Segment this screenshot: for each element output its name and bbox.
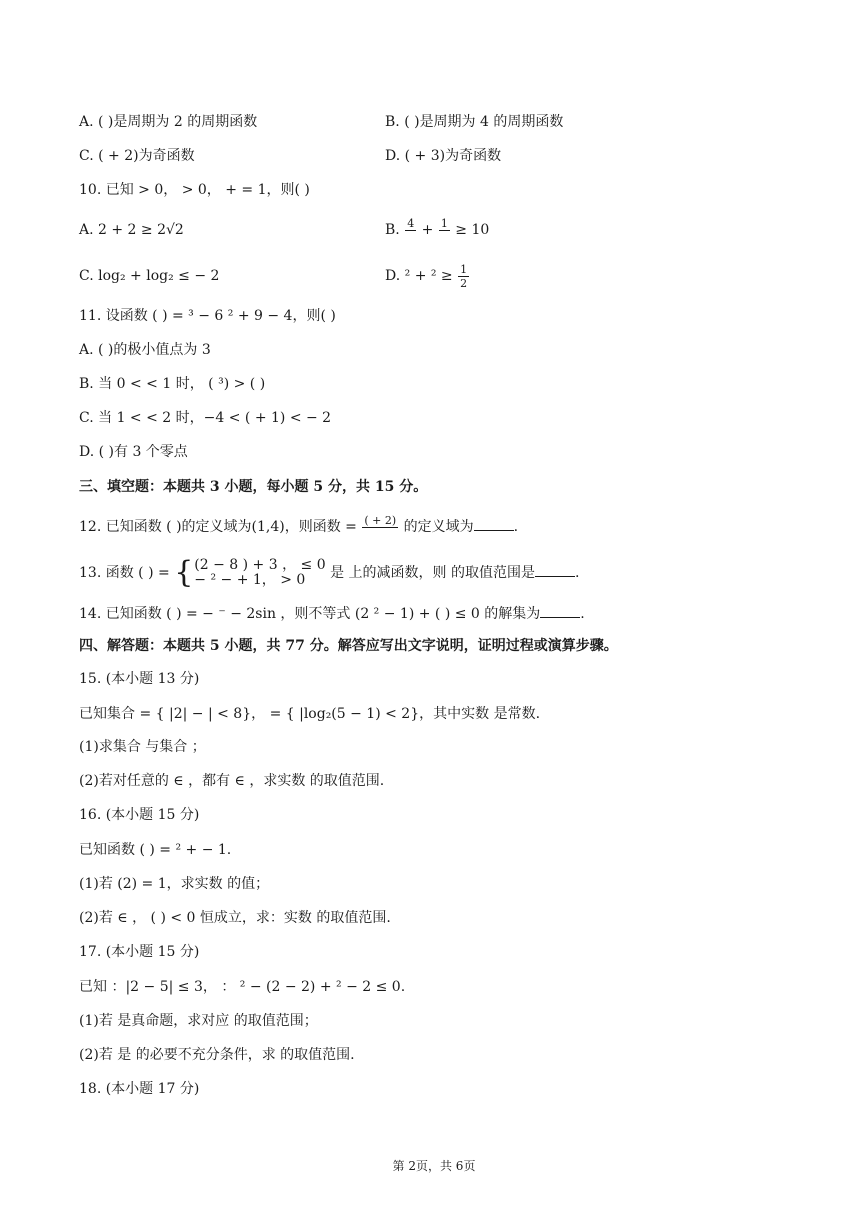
q13-end: .	[575, 565, 580, 581]
q10-option-b-suffix: ≥ 10	[455, 222, 490, 238]
q12-suffix: 的定义域为	[403, 519, 474, 535]
q17-part-1: (1)若 是真命题，求对应 的取值范围；	[79, 1013, 318, 1029]
q10-option-d	[385, 258, 470, 294]
q15-title: 15. (本小题 13 分)	[79, 671, 200, 687]
q14-prefix: 14. 已知函数 ( ) = − ⁻ − 2sin ，则不等式 (2 ² − 1) + ( ) ≤ 0 的解集为	[79, 606, 541, 622]
q13-piecewise	[194, 558, 325, 588]
q17-part-2: (2)若 是 的必要不充分条件，求 的取值范围.	[79, 1047, 355, 1063]
q12-answer-blank	[474, 516, 514, 531]
q13-case-2: − ² − + 1， > 0	[194, 572, 306, 588]
q10-option-d-prefix: D. ² + ² ≥	[385, 268, 453, 284]
q10-option-a: A. 2 + 2 ≥ 2√2	[79, 222, 184, 238]
q10-stem: 10. 已知 > 0， > 0， + = 1，则( )	[79, 182, 310, 198]
q10-option-b-plus: +	[421, 222, 434, 238]
q9-option-c: C. ( + 2)为奇函数	[79, 148, 195, 164]
q11-option-a: A. ( )的极小值点为 3	[79, 342, 211, 358]
q9-option-d: D. ( + 3)为奇函数	[385, 148, 502, 164]
q9-option-b: B. ( )是周期为 4 的周期函数	[385, 114, 564, 130]
q12	[79, 509, 518, 545]
q11-option-c: C. 当 1 < < 2 时，−4 < ( + 1) < − 2	[79, 410, 332, 426]
q17-title: 17. (本小题 15 分)	[79, 944, 200, 960]
q11-option-d: D. ( )有 3 个零点	[79, 444, 188, 460]
q13-case-1: (2 − 8 ) + 3 ， ≤ 0	[194, 557, 326, 573]
q10-option-b-f2-numerator: 1	[440, 216, 448, 230]
q13-answer-blank	[535, 562, 575, 577]
q10-option-b-prefix: B.	[385, 222, 400, 238]
q16-title: 16. (本小题 15 分)	[79, 807, 200, 823]
q10-option-b-f2-denominator	[439, 231, 450, 243]
q16-part-1: (1)若 (2) = 1，求实数 的值；	[79, 876, 270, 892]
q13-suffix: 是 上的减函数，则 的取值范围是	[330, 565, 535, 581]
q14	[79, 603, 585, 624]
q10-option-d-denominator: 2	[460, 276, 468, 290]
q10-option-b-fraction-1	[405, 218, 416, 243]
q18-title: 18. (本小题 17 分)	[79, 1081, 200, 1097]
q13-left-brace: {	[174, 555, 194, 590]
section-4-heading: 四、解答题：本题共 5 小题，共 77 分。解答应写出文字说明，证明过程或演算步骤。	[79, 638, 618, 654]
q14-answer-blank	[540, 603, 580, 618]
q16-stem: 已知函数 ( ) = ² + − 1.	[79, 842, 232, 858]
q9-option-a: A. ( )是周期为 2 的周期函数	[79, 114, 258, 130]
q10-option-b-fraction-2	[439, 218, 450, 243]
q11-option-b: B. 当 0 < < 1 时， ( ³) > ( )	[79, 376, 266, 392]
q13-prefix: 13. 函数 ( ) =	[79, 565, 170, 581]
q15-part-2: (2)若对任意的 ∈ ，都有 ∈ ，求实数 的取值范围.	[79, 773, 385, 789]
q10-option-b-f1-denominator	[405, 231, 416, 243]
q10-option-d-numerator: 1	[460, 262, 468, 276]
q12-denominator	[362, 528, 398, 540]
q10-option-b	[385, 213, 489, 247]
q15-stem: 已知集合 = { |2| − | < 8}， = { |log₂(5 − 1) < 2}，其中实数 是常数.	[79, 706, 541, 722]
q10-option-d-fraction	[458, 264, 469, 289]
q17-stem: 已知 ：|2 − 5| ≤ 3， ： ² − (2 − 2) + ² − 2 ≤ 0.	[79, 979, 406, 995]
q14-end: .	[580, 606, 585, 622]
q12-end: .	[513, 519, 519, 535]
q12-prefix: 12. 已知函数 ( )的定义域为(1,4)，则函数 =	[79, 519, 357, 535]
q16-part-2: (2)若 ∈ ， ( ) < 0 恒成立，求：实数 的取值范围.	[79, 910, 391, 926]
q10-option-c: C. log₂ + log₂ ≤ − 2	[79, 268, 220, 284]
q15-part-1: (1)求集合 与集合 ；	[79, 739, 206, 755]
q11-stem: 11. 设函数 ( ) = ³ − 6 ² + 9 − 4，则( )	[79, 308, 336, 324]
q10-option-b-f1-numerator: 4	[407, 216, 415, 230]
q13	[79, 554, 579, 592]
q12-fraction	[362, 515, 398, 540]
q12-numerator: ( + 2)	[364, 513, 397, 527]
section-3-heading: 三、填空题：本题共 3 小题，每小题 5 分，共 15 分。	[79, 479, 428, 495]
page-footer: 第 2页，共 6页	[392, 1159, 476, 1173]
